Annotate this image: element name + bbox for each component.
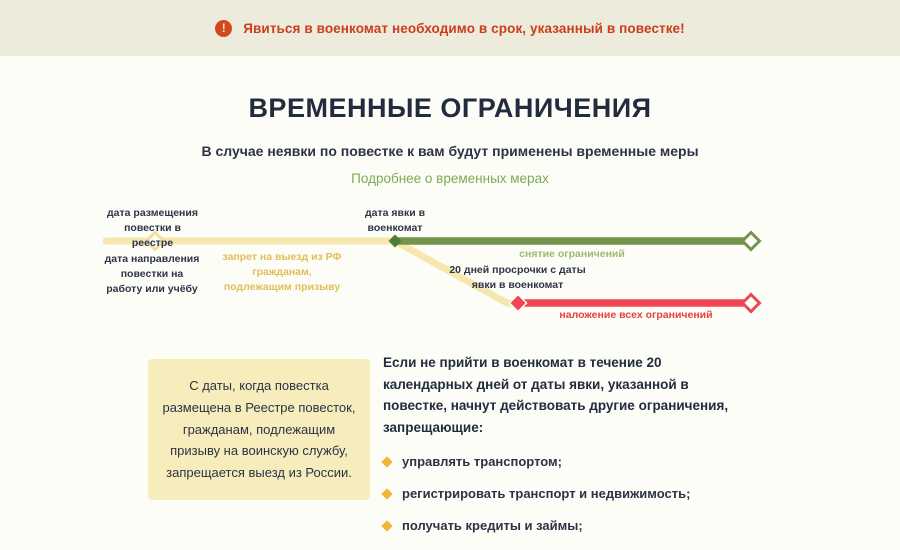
timeline-diagram xyxy=(0,200,900,335)
register-date-label: дата размещения повестки в реестре xyxy=(107,207,198,250)
more-about-measures-link[interactable]: Подробнее о временных мерах xyxy=(351,171,549,186)
warning-icon: ! xyxy=(215,20,232,37)
restrictions-section xyxy=(383,352,751,550)
restriction-item-label: получать кредиты и займы; xyxy=(402,518,583,534)
overdue-days-label: 20 дней просрочки с даты явки в военкомат xyxy=(449,264,586,292)
list-item xyxy=(383,454,751,469)
restrictions-imposed-diamond xyxy=(743,295,760,312)
travel-ban-label: запрет на выезд из РФ гражданам, подлежащим призыву xyxy=(222,251,342,294)
page-subtitle: В случае неявки по повестке к вам будут применены временные меры xyxy=(201,143,699,159)
restrictions-list xyxy=(383,454,751,533)
diamond-bullet-icon xyxy=(381,456,392,467)
restrictions-intro: Если не прийти в военкомат в течение 20 календарных дней от даты явки, указанной в повестке, начнут действовать другие ограничения, запрещающие: xyxy=(383,355,729,435)
list-item xyxy=(383,518,751,533)
lift-restrictions-label: снятие ограничений xyxy=(519,248,625,260)
overdue-start-diamond xyxy=(510,295,527,312)
restriction-item-label: регистрировать транспорт и недвижимость; xyxy=(402,486,691,502)
list-item xyxy=(383,486,751,501)
diamond-bullet-icon xyxy=(381,488,392,499)
restriction-item-label: управлять транспортом; xyxy=(402,454,562,470)
impose-restrictions-label: наложение всех ограничений xyxy=(559,309,713,321)
travel-ban-note: С даты, когда повестка размещена в Реестре повесток, гражданам, подлежащим призыву на воинскую службу, запрещается выезд из России. xyxy=(148,359,370,500)
warning-banner xyxy=(0,0,900,56)
restrictions-lifted-diamond xyxy=(743,233,760,250)
diamond-bullet-icon xyxy=(381,520,392,531)
page-title: ВРЕМЕННЫЕ ОГРАНИЧЕНИЯ xyxy=(248,93,652,123)
sent-date-label: дата направления повестки на работу или учёбу xyxy=(104,253,200,296)
appearance-date-label: дата явки в военкомат xyxy=(364,207,426,235)
warning-banner-text: Явиться в военкомат необходимо в срок, указанный в повестке! xyxy=(243,20,685,36)
